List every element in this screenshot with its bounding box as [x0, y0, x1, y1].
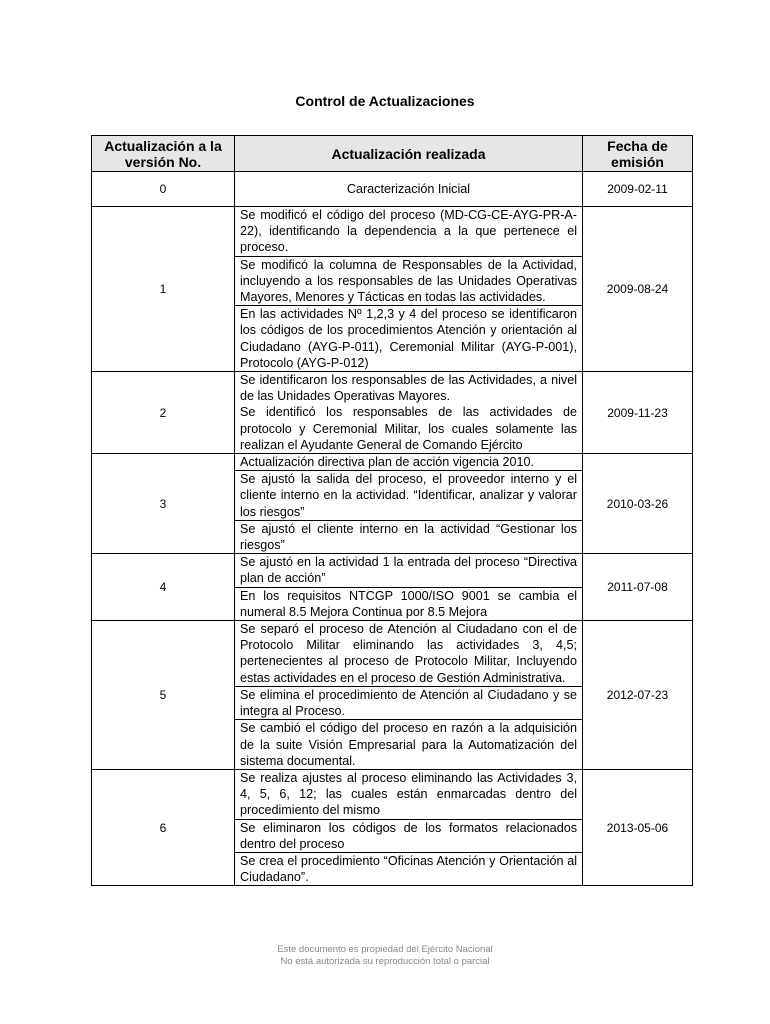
update-cell [235, 172, 583, 207]
update-item: Caracterización Inicial [346, 182, 471, 196]
update-item: Se separó el proceso de Atención al Ciudadano con el de Protocolo Militar eliminando las actividades 3, 4,5; pertenecientes al proceso de Protocolo Militar, Incluyendo estas actividades en el proceso de Gestión Administrativa. [240, 622, 577, 685]
version-cell: 5 [92, 621, 235, 770]
update-cell [235, 207, 583, 372]
date-cell: 2012-07-23 [583, 621, 693, 770]
version-cell: 6 [92, 769, 235, 885]
date-cell: 2009-11-23 [583, 372, 693, 454]
version-cell: 2 [92, 372, 235, 454]
update-item: Actualización directiva plan de acción vigencia 2010. [240, 455, 535, 470]
table-row [92, 172, 693, 207]
update-cell [235, 554, 583, 621]
table-row [92, 372, 693, 454]
header-date: Fecha de emisión [583, 136, 693, 172]
update-item: Se realiza ajustes al proceso eliminando las Actividades 3, 4, 5, 6, 12; las cuales están enmarcadas dentro del procedimiento del mismo [240, 770, 577, 818]
update-item: Se cambió el código del proceso en razón a la adquisición de la suite Visión Empresarial para la Automatización del sistema documental. [235, 719, 582, 769]
update-item: Se eliminaron los códigos de los formatos relacionados dentro del proceso [235, 819, 582, 852]
table-header-row [92, 136, 693, 172]
version-cell: 1 [92, 207, 235, 372]
update-item: En las actividades Nº 1,2,3 y 4 del proceso se identificaron los códigos de los procedimientos Atención y orientación al Ciudadano (AYG-P-011), Ceremonial Militar (AYG-P-001), Protocolo (AYG-P-012) [235, 305, 582, 371]
update-item: Se elimina el procedimiento de Atención al Ciudadano y se integra al Proceso. [235, 686, 582, 719]
date-cell: 2009-02-11 [583, 172, 693, 207]
date-cell: 2010-03-26 [583, 454, 693, 554]
header-version: Actualización a la versión No. [92, 136, 235, 172]
update-item: Se crea el procedimiento “Oficinas Atención y Orientación al Ciudadano”. [235, 852, 582, 885]
update-cell [235, 769, 583, 885]
update-cell [235, 372, 583, 454]
table-row [92, 621, 693, 770]
update-item: Se ajustó la salida del proceso, el proveedor interno y el cliente interno en la actividad. “Identificar, analizar y valorar los riesgos” [235, 470, 582, 520]
version-cell: 0 [92, 172, 235, 207]
date-cell: 2009-08-24 [583, 207, 693, 372]
updates-table [91, 135, 693, 886]
update-item: Se modificó la columna de Responsables de la Actividad, incluyendo a los responsables de las Unidades Operativas Mayores, Menores y Tácticas en todas las actividades. [235, 256, 582, 306]
date-cell: 2013-05-06 [583, 769, 693, 885]
update-item: Se ajustó el cliente interno en la actividad “Gestionar los riesgos” [235, 520, 582, 553]
version-cell: 4 [92, 554, 235, 621]
version-cell: 3 [92, 454, 235, 554]
footer-ownership: Este documento es propiedad del Ejército Nacional [277, 944, 493, 955]
update-item: En los requisitos NTCGP 1000/ISO 9001 se cambia el numeral 8.5 Mejora Continua por 8.5 Mejora [235, 587, 582, 620]
date-cell: 2011-07-08 [583, 554, 693, 621]
footer [0, 944, 770, 968]
footer-reproduction: No está autorizada su reproducción total o parcial [280, 956, 490, 967]
update-item: Se identificaron los responsables de las Actividades, a nivel de las Unidades Operativas Mayores. Se identificó los responsables de las actividades de protocolo y Ceremonial Militar, los cuales solamente las realizan el Ayudante General de Comando Ejército [240, 373, 577, 452]
table-row [92, 769, 693, 885]
update-cell [235, 621, 583, 770]
update-item: Se modificó el código del proceso (MD-CG-CE-AYG-PR-A-22), identificando la dependencia a la que pertenece el proceso. [240, 208, 577, 255]
page-title: Control de Actualizaciones [295, 93, 475, 109]
table-row [92, 454, 693, 554]
update-item: Se ajustó en la actividad 1 la entrada del proceso “Directiva plan de acción” [240, 555, 577, 586]
table-row [92, 554, 693, 621]
table-row [92, 207, 693, 372]
update-cell [235, 454, 583, 554]
header-update: Actualización realizada [235, 136, 583, 172]
